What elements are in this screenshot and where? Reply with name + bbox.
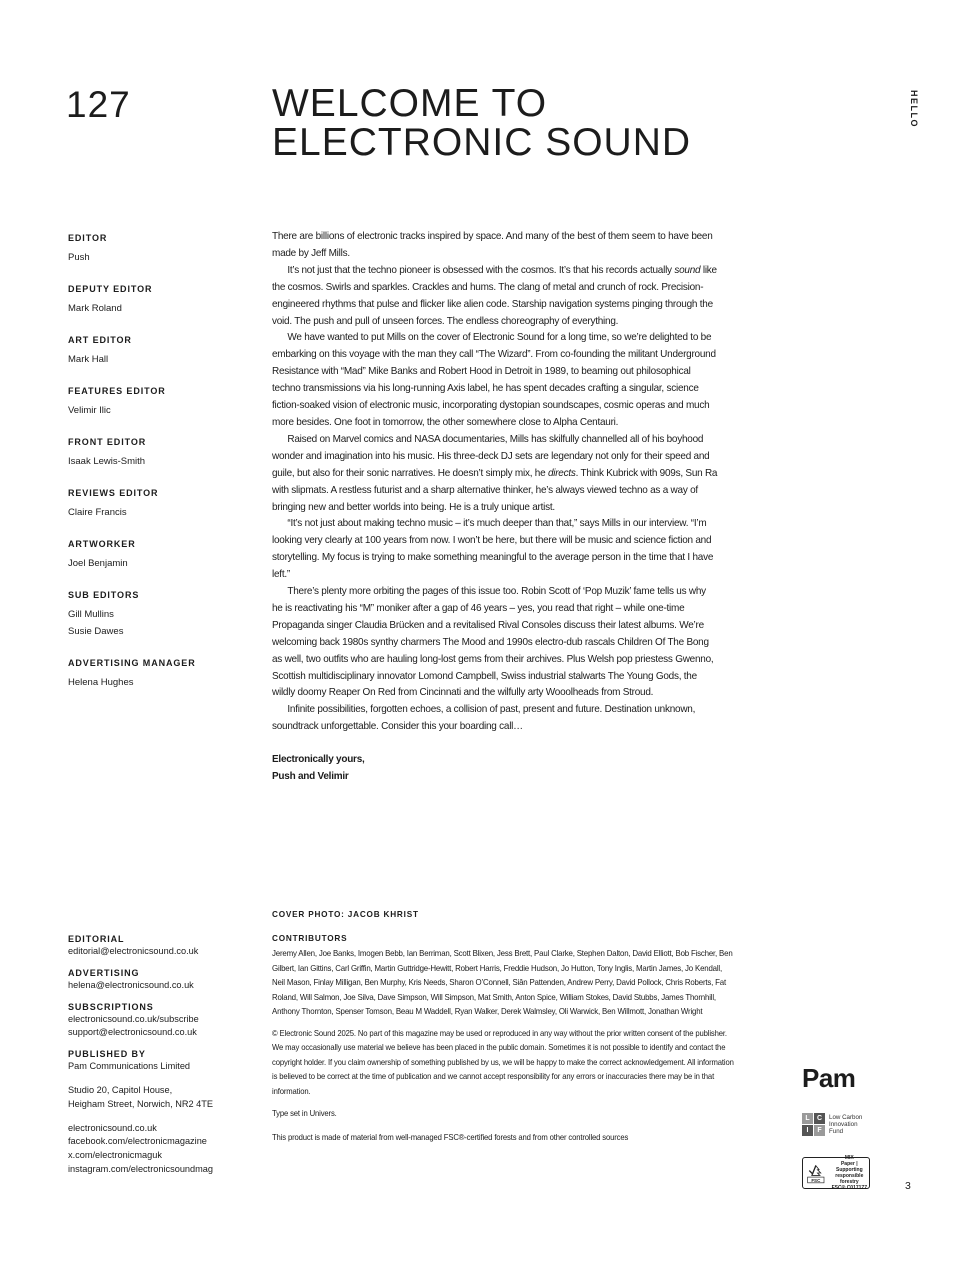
staff-entry xyxy=(68,385,248,419)
text-run: It’s not just that the techno pioneer is obsessed with the cosmos. It’s that his records actually xyxy=(287,264,675,276)
fsc-logo xyxy=(802,1157,870,1189)
fsc-line: MIX xyxy=(844,1155,854,1161)
staff-entry xyxy=(68,436,248,470)
cover-photo-credit: COVER PHOTO: JACOB KHRIST xyxy=(272,910,419,919)
staff-entry xyxy=(68,487,248,521)
fsc-line: Paper | Supporting xyxy=(835,1161,863,1173)
fsc-label: FSC xyxy=(811,1177,821,1183)
lcif-mark xyxy=(802,1113,825,1136)
text-run: like the cosmos. Swirls and sparkles. Crackles and hums. The clang of metal and crunch of rock. Precision-engineered rhythms that pulse and flicker like alien code. Starship navigation systems pinging through the void. The push and pull of unseen forces. The endless choreography of everything. xyxy=(272,264,717,327)
editorial-email-link[interactable]: editorial@electronicsound.co.uk xyxy=(68,946,199,956)
editorial-letter xyxy=(272,229,717,785)
section-tab: HELLO xyxy=(909,90,919,128)
address-line: Studio 20, Capitol House, xyxy=(68,1084,173,1095)
lcif-line: Low Carbon xyxy=(829,1114,863,1121)
editorial-paragraph: There’s plenty more orbiting the pages of this issue too. Robin Scott of ‘Pop Muzik’ fame tells us why he is reactivating his “M” moniker after a gap of 46 years – yes, you read that right – while one-time Propaganda singer Claudia Brücken and a revitalised Rival Consoles discuss their latest albums. We’re welcoming back 1980s synthy charmers The Mood and 1990s electro-dub rascals Children Of The Bong as well, two outfits who are hauling long-lost gems from their archives. Plus Welsh pop priestess Gwenno, Scottish multidisciplinary innovator Lomond Campbell, Swiss industrial stalwarts The Young Gods, the wildly doomy Reaper On Red from Cincinnati and the wilfully arty Wooolheads from Stroud. xyxy=(272,586,714,699)
staff-name: Joel Benjamin xyxy=(68,558,128,569)
contributors-list: Jeremy Allen, Joe Banks, Imogen Bebb, Ian Berriman, Scott Blixen, Jess Brett, Paul Clarke, Stephen Dalton, David Elliott, Bob Fischer, Ben Gilbert, Ian Gittins, Carl Griffin, Martin Guttridge-Hewitt, Robert Harris, Freddie Hudson, Jo Hutton, Tony Inglis, Martin James, Jo Kendall, Neil Mason, Finlay Milligan, Ben Murphy, Kris Needs, Sharon O’Connell, Siân Pattenden, Andrew Perry, David Pollock, Chris Roberts, Fat Roland, Will Salmon, Joe Silva, Dave Simpson, Will Simpson, Mat Smith, Anton Spice, William Stokes, David Stubbs, James Thornhill, Anthony Thornton, Spenser Tomson, Beau M Waddell, Ryan Walker, Derek Walmsley, Oli Warwick, Ben Willmott, Jonathan Wright xyxy=(272,948,733,1016)
editorial-paragraph: We have wanted to put Mills on the cover of Electronic Sound for a long time, so we’re delighted to be embarking on this voyage with the man they call “The Wizard”. From co-founding the militant Underground Resistance with “Mad” Mike Banks and Robert Hood in Detroit in 1989, to beaming out philosophical techno transmissions via his long-running Axis label, he has spent decades crafting a singular, science fiction-soaked vision of electronic music, incorporating dystopian soundscapes, cosmic operas and much more besides. One foot in tomorrow, the other somewhere close to Alpha Centauri. xyxy=(272,332,716,428)
fsc-statement: This product is made of material from well-managed FSC®-certified forests and from other controlled sources xyxy=(272,1133,629,1143)
signoff xyxy=(272,752,717,785)
page-title-line-2: ELECTRONIC SOUND xyxy=(272,121,692,164)
staff-name: Claire Francis xyxy=(68,507,127,518)
staff-list xyxy=(68,232,248,708)
lcif-logo xyxy=(802,1113,862,1136)
staff-role: FRONT EDITOR xyxy=(68,437,147,447)
fsc-line: responsible forestry xyxy=(835,1173,864,1185)
lcif-letter: C xyxy=(814,1113,825,1124)
issue-number: 127 xyxy=(66,84,131,125)
contact-details xyxy=(68,933,258,1177)
staff-name: Push xyxy=(68,252,90,263)
lcif-line: Fund xyxy=(829,1128,844,1135)
lcif-letter: L xyxy=(802,1113,813,1124)
fsc-tree-icon xyxy=(806,1160,826,1186)
page-number: 3 xyxy=(905,1180,911,1192)
typeset-note: Type set in Univers. xyxy=(272,1109,337,1119)
staff-name: Mark Roland xyxy=(68,303,122,314)
staff-name: Velimir Ilic xyxy=(68,405,111,416)
staff-entry xyxy=(68,657,248,691)
lcif-wordmark xyxy=(829,1114,862,1135)
staff-role: DEPUTY EDITOR xyxy=(68,284,153,294)
copyright-notice: © Electronic Sound 2025. No part of this magazine may be used or reproduced in any way without the prior written consent of the publisher. We may occasionally use material we believe has been placed in the public domain. Sometimes it is not possible to identify and contact the copyright holder. If you claim ownership of something published by us, we will be happy to make the correct acknowledgement. All information is believed to be correct at the time of publication and we cannot accept responsibility for any errors or inaccuracies there may be in that information. xyxy=(272,1028,734,1096)
subscriptions-label: SUBSCRIPTIONS xyxy=(68,1001,154,1012)
signoff-line: Push and Velimir xyxy=(272,770,349,782)
text-run: . Think Kubrick with 909s, Sun Ra with slipmats. A restless futurist and a sharp alternative thinker, he’s always viewed techno as a way of bringing new and better worlds into being. He is a truly unique artist. xyxy=(272,467,718,513)
staff-name: Isaak Lewis-Smith xyxy=(68,456,146,467)
advertising-email-link[interactable]: helena@electronicsound.co.uk xyxy=(68,979,194,990)
subscribe-link[interactable]: electronicsound.co.uk/subscribe xyxy=(68,1013,199,1024)
staff-role: REVIEWS EDITOR xyxy=(68,488,159,498)
instagram-link[interactable]: instagram.com/electronicsoundmag xyxy=(68,1163,214,1174)
editorial-contact-label: EDITORIAL xyxy=(68,934,125,944)
editorial-paragraph: There are billions of electronic tracks inspired by space. And many of the best of them seem to have been made by Jeff Mills. xyxy=(272,231,713,259)
editorial-paragraph xyxy=(272,432,717,517)
staff-role: SUB EDITORS xyxy=(68,590,140,600)
staff-name: Susie Dawes xyxy=(68,626,124,637)
advertising-contact-label: ADVERTISING xyxy=(68,967,140,978)
text-run: Raised on Marvel comics and NASA documentaries, Mills has skilfully channelled all of his boyhood wonder and imagination into his music. His three-deck DJ sets are legendary not only for their speed and guile, but also for their sonic narratives. He doesn’t simply mix, he xyxy=(272,433,710,479)
lcif-letter: F xyxy=(814,1125,825,1136)
staff-role: FEATURES EDITOR xyxy=(68,386,166,396)
support-email-link[interactable]: support@electronicsound.co.uk xyxy=(68,1027,197,1038)
pam-logo: Pam xyxy=(802,1063,856,1093)
staff-role: ADVERTISING MANAGER xyxy=(68,658,196,668)
publisher-name: Pam Communications Limited xyxy=(68,1061,191,1072)
website-link[interactable]: electronicsound.co.uk xyxy=(68,1122,157,1133)
published-by-label: PUBLISHED BY xyxy=(68,1049,146,1060)
staff-name: Mark Hall xyxy=(68,354,109,365)
staff-entry xyxy=(68,232,248,266)
lcif-line: Innovation xyxy=(829,1121,858,1128)
staff-entry xyxy=(68,334,248,368)
x-link[interactable]: x.com/electronicmaguk xyxy=(68,1150,162,1161)
staff-role: ART EDITOR xyxy=(68,335,132,345)
lcif-letter: I xyxy=(802,1125,813,1136)
editorial-paragraph: “It’s not just about making techno music – it’s much deeper than that,” says Mills in our interview. “I’m looking very clearly at 100 years from now. I won’t be here, but there will be music and science fiction and storytelling. My focus is trying to make something meaningful to the average person in the time that I have left.” xyxy=(272,518,714,581)
credits xyxy=(272,909,742,1146)
editorial-paragraph: Infinite possibilities, forgotten echoes, a collision of past, present and future. Destination unknown, soundtrack unforgettable. Consider this your boarding call… xyxy=(272,704,696,733)
emphasis: sound xyxy=(674,264,701,276)
emphasis: directs xyxy=(547,467,576,479)
staff-role: EDITOR xyxy=(68,233,108,243)
address-line: Heigham Street, Norwich, NR2 4TE xyxy=(68,1098,214,1109)
staff-name: Helena Hughes xyxy=(68,677,134,688)
signoff-line: Electronically yours, xyxy=(272,754,365,766)
contributors-label: CONTRIBUTORS xyxy=(272,934,348,943)
fsc-line: FSC® C017177 xyxy=(831,1185,867,1191)
staff-role: ARTWORKER xyxy=(68,539,136,549)
page-title xyxy=(272,84,691,162)
staff-name: Gill Mullins xyxy=(68,609,114,620)
editorial-paragraph xyxy=(272,263,717,331)
fsc-text xyxy=(830,1155,869,1191)
staff-entry xyxy=(68,538,248,572)
staff-entry xyxy=(68,283,248,317)
facebook-link[interactable]: facebook.com/electronicmagazine xyxy=(68,1136,207,1147)
page-title-line-1: WELCOME TO xyxy=(272,82,548,125)
staff-entry xyxy=(68,589,248,640)
